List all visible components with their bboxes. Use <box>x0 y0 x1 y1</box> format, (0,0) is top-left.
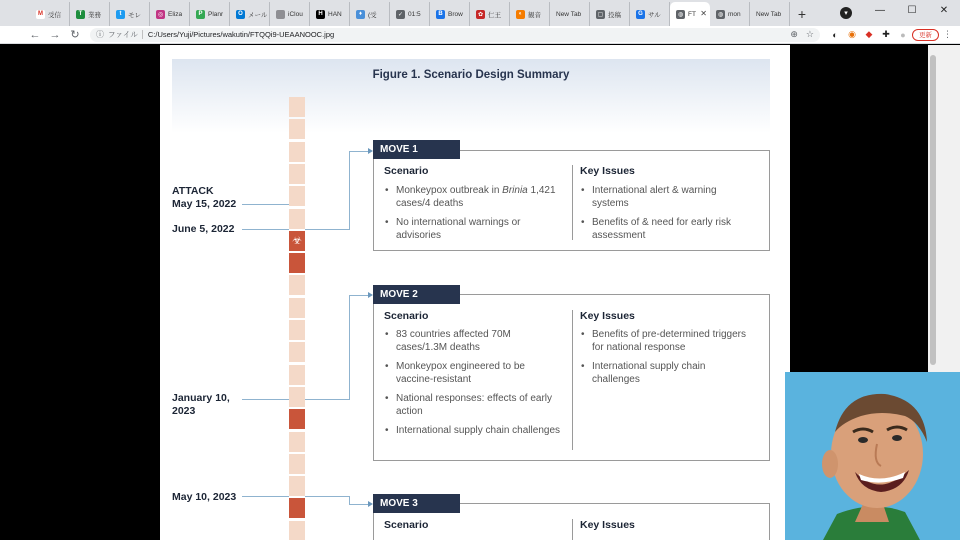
column-divider <box>572 519 573 540</box>
bullet-text: Monkeypox outbreak in <box>396 185 503 196</box>
scenario-heading: Scenario <box>384 519 429 531</box>
bullet-text: 83 countries affected 70M cases/1.3M deaths <box>396 329 511 353</box>
timeline-cell <box>289 164 305 184</box>
browser-tab[interactable] <box>110 2 150 26</box>
tab-label: Brow <box>448 10 463 18</box>
tab-favicon-icon <box>276 10 285 19</box>
tab-label: サル <box>648 11 661 19</box>
address-bar[interactable] <box>90 28 820 42</box>
figure-image <box>160 45 790 540</box>
tab-favicon-icon: ♦ <box>356 10 365 19</box>
event-date: June 5, 2022 <box>172 223 235 235</box>
browser-tab[interactable] <box>30 2 70 26</box>
tab-label: FT <box>688 10 696 18</box>
timeline-cell <box>289 521 305 540</box>
browser-tab[interactable] <box>630 2 670 26</box>
window-controls <box>864 0 960 20</box>
connector-line <box>349 504 369 505</box>
tab-label: メール <box>248 11 268 19</box>
browser-tab[interactable] <box>70 2 110 26</box>
key-issue-bullet: • International supply chain challenges <box>580 360 755 386</box>
timeline-cell <box>289 275 305 295</box>
event-date: January 10, <box>172 392 230 404</box>
connector-line <box>349 151 350 230</box>
scenario-heading: Scenario <box>384 165 429 177</box>
timeline-event-cell <box>289 498 305 518</box>
move-1-scenario-list <box>384 184 564 248</box>
figure-title: Figure 1. Scenario Design Summary <box>372 69 570 81</box>
tab-favicon-icon: ◍ <box>717 11 724 18</box>
tab-favicon-icon: O <box>236 10 245 19</box>
timeline-cell <box>289 432 305 452</box>
address-scheme: ファイル <box>108 30 138 39</box>
minimize-button[interactable]: — <box>875 4 885 16</box>
back-arrow-icon[interactable]: ← <box>29 28 41 41</box>
browser-tab[interactable] <box>230 2 270 26</box>
browser-tab[interactable] <box>510 2 550 26</box>
browser-tab[interactable] <box>470 2 510 26</box>
scenario-bullet <box>384 328 564 354</box>
event-title: ATTACK <box>172 185 214 197</box>
event-january-label <box>172 392 230 418</box>
timeline-cell <box>289 476 305 496</box>
key-issue-bullet: • Benefits of & need for early risk assessment <box>580 216 755 242</box>
timeline-cell <box>289 209 305 229</box>
timeline-cell <box>289 186 305 206</box>
tab-label: モレ <box>128 11 141 19</box>
info-icon[interactable]: ⓘ <box>96 30 104 39</box>
bullet-text: Monkeypox engineered to be vaccine-resistant <box>396 361 525 385</box>
update-label: 更新 <box>919 32 932 39</box>
scenario-bullet <box>384 424 564 437</box>
bullet-emphasis: Brinia <box>502 185 528 196</box>
bullet-text: No international warnings or advisories <box>396 217 521 241</box>
address-actions <box>790 29 820 40</box>
browser-tab[interactable] <box>750 2 790 26</box>
extensions-row <box>830 30 908 40</box>
tab-label: New Tab <box>756 10 782 18</box>
bullet-text: International supply chain challenges <box>396 425 560 436</box>
timeline-cell <box>289 119 305 139</box>
extension-icon-3[interactable]: ◆ <box>865 29 873 39</box>
tab-favicon-icon: H <box>316 10 325 19</box>
tab-label: 受信 <box>48 11 61 19</box>
move-1-issues-list <box>580 184 755 248</box>
tab-search-icon[interactable]: ▾ <box>840 7 852 19</box>
connector-line <box>305 496 349 497</box>
tab-favicon-icon: P <box>196 10 205 19</box>
leader-line <box>242 399 289 400</box>
tab-label: 仁王 <box>488 11 501 19</box>
key-issues-heading: Key Issues <box>580 310 635 322</box>
browser-tab[interactable] <box>190 2 230 26</box>
event-june-label <box>172 223 234 236</box>
zoom-icon[interactable]: ⊕ <box>790 29 798 39</box>
scenario-bullet <box>384 392 564 418</box>
bookmark-star-icon[interactable]: ☆ <box>805 29 814 39</box>
timeline-cell <box>289 387 305 407</box>
browser-tab[interactable] <box>550 2 590 26</box>
event-date: May 15, 2022 <box>172 198 237 210</box>
tab-label: 01:5 <box>408 10 421 18</box>
tab-favicon-icon: M <box>38 11 43 17</box>
tab-favicon-icon: ◍ <box>677 11 684 18</box>
connector-line <box>305 229 349 230</box>
key-issue-bullet: • International alert & warning systems <box>580 184 755 210</box>
tab-favicon-icon: t <box>116 10 125 19</box>
browser-tab[interactable] <box>310 2 350 26</box>
scenario-heading: Scenario <box>384 310 429 322</box>
leader-line <box>242 204 289 205</box>
tab-label: (受 <box>368 11 377 19</box>
timeline-cell <box>289 320 305 340</box>
new-tab-button[interactable]: + <box>797 6 807 22</box>
move-2-scenario-list <box>384 328 564 443</box>
move-1-tag: MOVE 1 <box>373 140 460 159</box>
profile-avatar-icon[interactable]: ● <box>900 29 906 40</box>
address-url[interactable]: C:/Users/Yuji/Pictures/wakutin/FTQQi9-UEAANOOC.jpg <box>147 30 335 39</box>
extensions-puzzle-icon[interactable]: ✚ <box>882 29 890 39</box>
timeline-cell <box>289 342 305 362</box>
column-divider <box>572 165 573 240</box>
event-may-2023-label <box>172 491 236 504</box>
tab-list <box>0 2 790 26</box>
connector-line <box>349 295 369 296</box>
move-2-tag: MOVE 2 <box>373 285 460 304</box>
tab-strip <box>0 0 960 26</box>
timeline-cell <box>289 454 305 474</box>
extension-icon-1[interactable]: ◐ <box>832 29 838 40</box>
biohazard-icon: ☣ <box>292 234 302 247</box>
timeline-column <box>289 97 305 540</box>
extension-icon-2[interactable]: ◉ <box>848 29 856 39</box>
bullet-text: 1,421 cases/4 deaths <box>396 185 556 209</box>
browser-tab[interactable] <box>150 2 190 26</box>
connector-line <box>349 295 350 400</box>
leader-line <box>242 229 289 230</box>
tab-favicon-icon: ◎ <box>157 11 164 18</box>
event-attack-label <box>172 185 236 211</box>
tab-label: 観音 <box>528 11 541 19</box>
scrollbar-thumb[interactable] <box>930 55 936 365</box>
event-date: May 10, 2023 <box>172 491 237 503</box>
browser-tab[interactable] <box>270 2 310 26</box>
connector-line <box>305 399 349 400</box>
leader-line <box>242 496 289 497</box>
tab-label: Eliza <box>168 10 183 18</box>
timeline-event-cell <box>289 231 305 251</box>
tab-favicon-icon: G <box>636 10 645 19</box>
tab-favicon-icon: ◐ <box>516 10 525 19</box>
tab-label: 投稿 <box>608 11 621 19</box>
tab-label: 業務 <box>88 11 101 19</box>
forward-arrow-icon[interactable]: → <box>49 28 61 41</box>
webcam-overlay <box>785 372 960 540</box>
browser-tab[interactable] <box>430 2 470 26</box>
browser-tab[interactable] <box>670 2 710 26</box>
close-window-button[interactable]: ✕ <box>939 4 949 16</box>
scenario-bullet <box>384 184 564 210</box>
timeline-cell <box>289 142 305 162</box>
browser-menu-icon[interactable]: ⋮ <box>943 29 952 39</box>
reload-icon[interactable]: ↻ <box>70 29 80 41</box>
browser-tab[interactable] <box>350 2 390 26</box>
tab-favicon-icon: ✓ <box>397 11 404 18</box>
tab-favicon-icon: T <box>76 10 85 19</box>
update-button[interactable] <box>912 29 939 41</box>
timeline-cell <box>289 97 305 117</box>
tab-favicon-icon: ▢ <box>597 11 604 18</box>
timeline-cell <box>289 365 305 385</box>
browser-tab[interactable] <box>710 2 750 26</box>
connector-line <box>349 151 369 152</box>
browser-tab[interactable] <box>390 2 430 26</box>
tab-label: mon <box>728 10 741 18</box>
timeline-event-cell <box>289 253 305 273</box>
presenter-face-icon <box>785 372 960 540</box>
event-date-year: 2023 <box>172 405 196 417</box>
tab-close-icon[interactable]: ✕ <box>700 9 707 18</box>
column-divider <box>572 310 573 450</box>
tab-favicon-icon: B <box>436 10 445 19</box>
bullet-text: National responses: effects of early action <box>396 393 553 417</box>
tab-label: HAN <box>328 10 342 18</box>
maximize-button[interactable]: ☐ <box>907 4 917 16</box>
browser-toolbar <box>0 26 960 44</box>
key-issues-heading: Key Issues <box>580 165 635 177</box>
move-3-tag: MOVE 3 <box>373 494 460 513</box>
timeline-cell <box>289 298 305 318</box>
address-separator <box>142 30 143 39</box>
tab-label: Planr <box>208 10 224 18</box>
key-issue-bullet: • Benefits of pre-determined triggers for national response <box>580 328 755 354</box>
figure-header <box>172 59 770 133</box>
browser-tab[interactable] <box>590 2 630 26</box>
scenario-bullet <box>384 360 564 386</box>
scenario-bullet <box>384 216 564 242</box>
tab-label: New Tab <box>556 10 582 18</box>
tab-favicon-icon: ✿ <box>477 11 484 18</box>
tab-label: iClou <box>288 10 303 18</box>
move-2-issues-list <box>580 328 755 392</box>
key-issues-heading: Key Issues <box>580 519 635 531</box>
timeline-event-cell <box>289 409 305 429</box>
